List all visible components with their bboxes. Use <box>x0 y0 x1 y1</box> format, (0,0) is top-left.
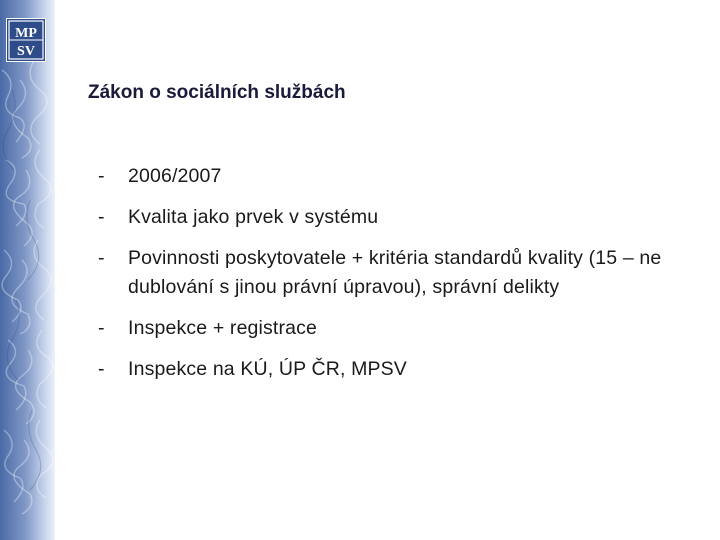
bullet-list <box>98 162 688 396</box>
decorative-side-band <box>0 0 55 540</box>
bullet-item <box>98 355 688 384</box>
bullet-text: Inspekce + registrace <box>128 317 318 339</box>
bullet-dash: - <box>98 247 105 269</box>
bullet-item <box>98 203 688 232</box>
bullet-text: Inspekce na KÚ, ÚP ČR, MPSV <box>128 358 407 380</box>
bullet-text: 2006/2007 <box>128 165 222 187</box>
bullet-item <box>98 244 688 302</box>
mpsv-logo-mark <box>7 19 45 61</box>
svg-text:MP: MP <box>15 26 37 41</box>
bullet-dash: - <box>98 317 105 339</box>
bullet-dash: - <box>98 165 105 187</box>
slide-title: Zákon o sociálních službách <box>88 82 346 103</box>
bullet-text: Kvalita jako prvek v systému <box>128 206 379 228</box>
svg-text:SV: SV <box>17 44 35 59</box>
side-band-pattern <box>0 0 55 540</box>
bullet-text: Povinnosti poskytovatele + kritéria standardů kvality (15 – ne dublování s jinou právní úpravou), správní delikty <box>128 247 662 298</box>
mpsv-logo <box>6 18 46 62</box>
bullet-item <box>98 314 688 343</box>
bullet-item <box>98 162 688 191</box>
bullet-dash: - <box>98 358 105 380</box>
bullet-dash: - <box>98 206 105 228</box>
